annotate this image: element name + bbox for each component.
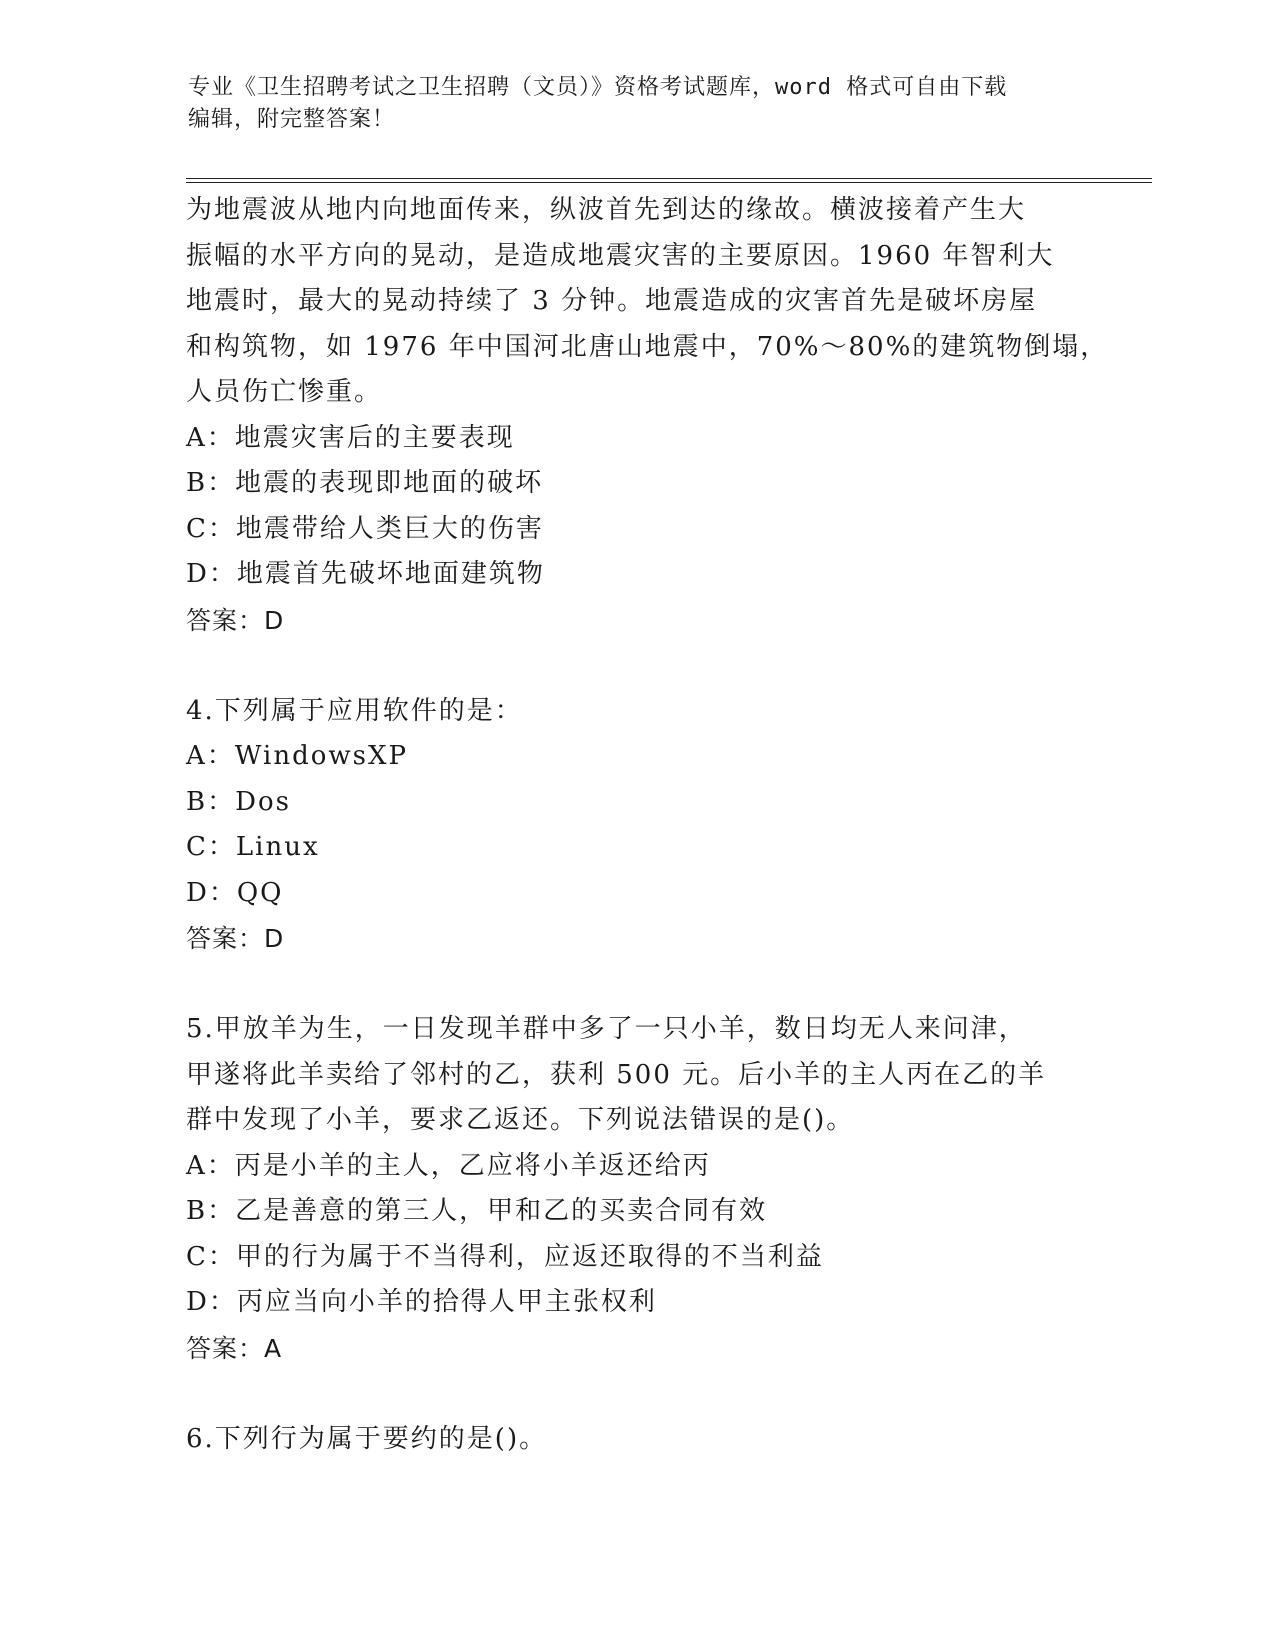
spacer — [186, 1371, 1066, 1417]
option-a: A：丙是小羊的主人，乙应将小羊返还给丙 — [186, 1150, 711, 1181]
option-c: C：Linux — [186, 832, 320, 862]
question-text-line: 5.甲放羊为生，一日发现羊群中多了一只小羊，数日均无人来问津， — [186, 1014, 1027, 1044]
option-d: D：QQ — [186, 877, 284, 908]
answer-line: 答案：D — [186, 924, 285, 953]
question-text-line: 甲遂将此羊卖给了邻村的乙，获利 500 元。后小羊的主人丙在乙的羊 — [186, 1059, 1047, 1090]
header-title-line-2: 编辑，附完整答案！ — [188, 107, 396, 132]
page-header — [188, 72, 1068, 136]
question-text: 4.下列属于应用软件的是： — [186, 695, 523, 726]
question-6-block — [186, 1417, 1066, 1463]
passage-line: 人员伤亡惨重。 — [186, 377, 383, 407]
header-title-line-1: 专业《卫生招聘考试之卫生招聘（文员）》资格考试题库，word 格式可自由下载 — [188, 75, 1008, 100]
option-a: A：地震灾害后的主要表现 — [186, 422, 515, 453]
question-text-line: 群中发现了小羊，要求乙返还。下列说法错误的是()。 — [186, 1105, 855, 1135]
question-3-block — [186, 188, 1109, 643]
option-c: C：地震带给人类巨大的伤害 — [186, 513, 544, 544]
header-divider — [186, 178, 1152, 183]
spacer — [186, 962, 1066, 1008]
answer-line: 答案：A — [186, 1333, 283, 1363]
option-d: D：地震首先破坏地面建筑物 — [186, 559, 545, 589]
passage-line: 振幅的水平方向的晃动，是造成地震灾害的主要原因。1960 年智利大 — [186, 240, 1055, 271]
document-body — [186, 188, 1109, 1462]
option-c: C：甲的行为属于不当得利，应返还取得的不当利益 — [186, 1241, 824, 1272]
option-d: D：丙应当向小羊的拾得人甲主张权利 — [186, 1287, 657, 1317]
option-a: A：WindowsXP — [186, 741, 409, 771]
passage-line: 为地震波从地内向地面传来，纵波首先到达的缘故。横波接着产生大 — [186, 195, 1027, 225]
option-b: B：Dos — [186, 786, 291, 817]
passage-line: 地震时，最大的晃动持续了 3 分钟。地震造成的灾害首先是破坏房屋 — [186, 286, 1038, 316]
option-b: B：地震的表现即地面的破坏 — [186, 468, 544, 498]
answer-line: 答案：D — [186, 605, 285, 635]
passage-line: 和构筑物，如 1976 年中国河北唐山地震中，70%～80%的建筑物倒塌， — [186, 331, 1109, 362]
question-5-block — [186, 1007, 1066, 1371]
question-4-block — [186, 689, 1066, 962]
spacer — [186, 643, 1066, 689]
question-text: 6.下列行为属于要约的是()。 — [186, 1423, 548, 1454]
option-b: B：乙是善意的第三人，甲和乙的买卖合同有效 — [186, 1196, 768, 1226]
